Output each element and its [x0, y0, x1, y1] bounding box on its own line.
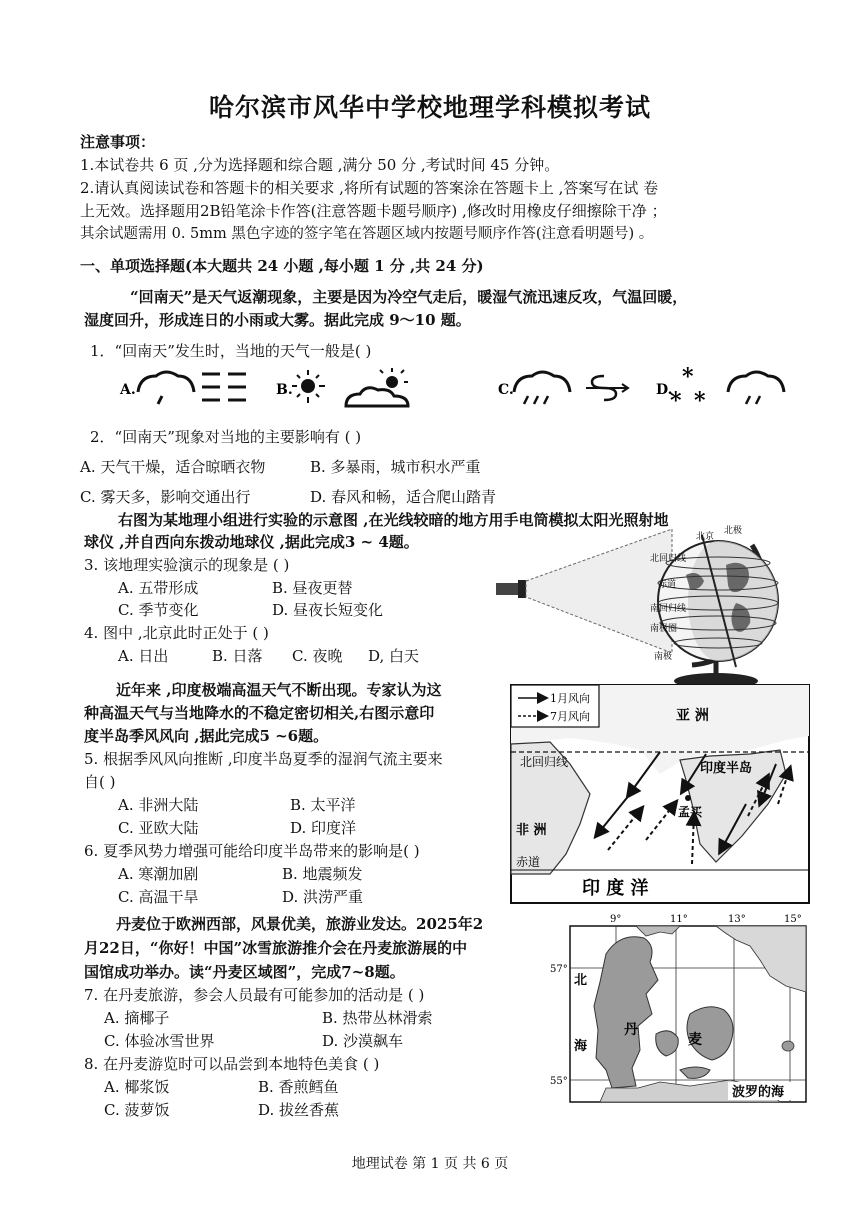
- option-d: D, 白天: [368, 647, 420, 665]
- option-c: C. 高温干旱: [118, 888, 199, 906]
- longitude-label: 11°: [670, 914, 688, 925]
- passage-text: 种高温天气与当地降水的不稳定密切相关,右图示意印: [84, 704, 435, 722]
- rain-icon: [728, 372, 784, 404]
- weather-symbols: [110, 362, 810, 412]
- question-stem: 自( ): [84, 773, 116, 791]
- fog-icon: [202, 374, 246, 400]
- option-d: D. 昼夜长短变化: [272, 601, 384, 619]
- option-d: D. 印度洋: [290, 819, 357, 837]
- question-stem: 7. 在丹麦旅游，参会人员最有可能参加的活动是 ( ): [84, 986, 425, 1004]
- svg-text:*: *: [694, 388, 706, 412]
- option-a-label: A.: [120, 382, 136, 398]
- sun-icon: [292, 370, 325, 403]
- beijing-label: 北京: [696, 532, 715, 542]
- snow-icon: [670, 364, 706, 412]
- option-c: C. 夜晚: [292, 647, 343, 665]
- globe-diagram: [490, 525, 810, 693]
- option-b: B. 太平洋: [290, 796, 356, 814]
- longitude-label: 9°: [610, 914, 622, 925]
- question-stem: 2．“回南天”现象对当地的主要影响有 ( ): [90, 428, 362, 446]
- page-footer: 地理试卷 第 1 页 共 6 页: [351, 1156, 509, 1172]
- question-stem: 5. 根据季风风向推断 ,印度半岛夏季的湿润气流主要来: [84, 750, 443, 768]
- option-d-label: D.: [656, 382, 673, 398]
- latitude-label: 55°: [550, 1076, 568, 1087]
- option-a: A. 五带形成: [118, 579, 199, 597]
- question-stem: 4. 图中 ,北京此时正处于 ( ): [84, 624, 269, 642]
- passage-text: 球仪 ,并自西向东拨动地球仪 ,据此完成3 ~ 4题。: [84, 533, 419, 551]
- option-c: C. 体验冰雪世界: [104, 1032, 215, 1050]
- denmark-map: [540, 910, 812, 1110]
- page-title: 哈尔滨市风华中学校地理学科模拟考试: [208, 93, 651, 122]
- passage-text: 右图为某地理小组进行实验的示意图 ,在光线较暗的地方用手电筒模拟太阳光照射地: [118, 511, 669, 529]
- option-a: A. 寒潮加剧: [118, 865, 199, 883]
- tropic-south-label: 南回归线: [650, 604, 687, 614]
- rain-icon: [514, 372, 570, 404]
- north-sea-label: 北: [574, 973, 588, 988]
- svg-text:*: *: [682, 364, 694, 390]
- passage-text: 度半岛季风风向 ,据此完成5 ~6题。: [84, 727, 329, 745]
- passage-text: 丹麦位于欧洲西部，风景优美，旅游业发达。2025年2: [116, 915, 484, 933]
- country-label: 丹: [624, 1022, 638, 1038]
- north-sea-label: 海: [574, 1039, 588, 1054]
- notice-line: 上无效。选择题用2B铅笔涂卡作答(注意答题卡题号顺序) ,修改时用橡皮仔细擦除干净 ；: [80, 202, 667, 220]
- partly-cloudy-icon: [346, 368, 408, 406]
- option-a: A. 椰浆饭: [104, 1078, 170, 1096]
- peninsula-label: 印度半岛: [700, 761, 753, 776]
- option-a: A. 天气干燥，适合晾晒衣物: [80, 458, 266, 476]
- question-stem: 3. 该地理实验演示的现象是 ( ): [84, 556, 290, 574]
- light-rain-icon: [138, 372, 194, 404]
- notice-line: 其余试题需用 0. 5mm 黑色字迹的签字笔在答题区域内按题号顺序作答(注意看明题号) 。: [80, 226, 654, 242]
- legend-jul-label: 7月风向: [550, 710, 590, 723]
- option-b: B. 热带丛林滑索: [322, 1009, 433, 1027]
- option-b: B. 香煎鳕鱼: [258, 1078, 339, 1096]
- tropic-label: 北回归线: [520, 755, 569, 769]
- option-d: D. 春风和畅，适合爬山踏青: [310, 488, 497, 506]
- option-b: B. 日落: [212, 647, 263, 665]
- question-stem: 8. 在丹麦游览时可以品尝到本地特色美食 ( ): [84, 1055, 380, 1073]
- option-c: C. 菠萝饭: [104, 1101, 170, 1119]
- option-b: B. 多暴雨，城市积水严重: [310, 458, 481, 476]
- option-b: B. 地震频发: [282, 865, 363, 883]
- notice-line: 2.请认真阅读试卷和答题卡的相关要求 ,将所有试题的答案涂在答题卡上 ,答案写在试 卷: [80, 179, 659, 197]
- option-d: D. 沙漠飙车: [322, 1032, 404, 1050]
- north-pole-label: 北极: [724, 526, 743, 536]
- svg-text:*: *: [670, 388, 682, 412]
- flashlight-icon: [496, 580, 526, 598]
- equator-label: 赤道: [658, 580, 677, 590]
- antarctic-label: 南极圈: [650, 624, 678, 634]
- passage-text: 近年来 ,印度极端高温天气不断出现。专家认为这: [116, 681, 442, 699]
- option-b-label: B.: [276, 382, 293, 398]
- passage-text: 湿度回升，形成连日的小雨或大雾。据此完成 9～10 题。: [84, 311, 471, 329]
- option-c: C. 季节变化: [118, 601, 199, 619]
- passage-text: 国馆成功举办。读“丹麦区域图”，完成7~8题。: [84, 963, 405, 981]
- option-d: D. 洪涝严重: [282, 888, 364, 906]
- south-pole-label: 南极: [654, 652, 673, 662]
- latitude-label: 57°: [550, 964, 568, 975]
- notice-heading: 注意事项：: [80, 133, 156, 151]
- india-monsoon-map: [510, 684, 810, 904]
- question-stem: 6. 夏季风势力增强可能给印度半岛带来的影响是( ): [84, 842, 420, 860]
- baltic-sea-label: 波罗的海: [732, 1085, 785, 1100]
- option-a: A. 摘椰子: [104, 1009, 170, 1027]
- notice-line: 1.本试卷共 6 页 ,分为选择题和综合题 ,满分 50 分 ,考试时间 45 分钟。: [80, 156, 560, 174]
- option-c: C. 亚欧大陆: [118, 819, 199, 837]
- country-label: 麦: [688, 1032, 702, 1048]
- indian-ocean-label: 印 度 洋: [582, 878, 649, 899]
- question-stem: 1．“回南天”发生时，当地的天气一般是( ): [90, 342, 372, 360]
- section-heading: 一、单项选择题(本大题共 24 小题 ,每小题 1 分 ,共 24 分): [80, 257, 484, 275]
- option-a: A. 非洲大陆: [118, 796, 199, 814]
- option-b: B. 昼夜更替: [272, 579, 353, 597]
- mumbai-label: 孟买: [678, 805, 703, 819]
- passage-text: “回南天”是天气返潮现象，主要是因为冷空气走后，暖湿气流迅速反攻，气温回暖，: [130, 288, 688, 306]
- sandstorm-icon: [586, 376, 628, 400]
- legend-jan-label: 1月风向: [550, 692, 590, 705]
- option-c-label: C.: [498, 382, 514, 398]
- asia-label: 亚 洲: [676, 708, 709, 724]
- longitude-label: 13°: [728, 914, 746, 925]
- passage-text: 月22日，“你好！中国”冰雪旅游推介会在丹麦旅游展的中: [84, 939, 468, 957]
- africa-label: 非 洲: [516, 823, 547, 838]
- option-a: A. 日出: [118, 647, 169, 665]
- option-c: C. 雾天多，影响交通出行: [80, 488, 251, 506]
- arctic-label: 北回归线: [650, 554, 687, 564]
- option-d: D. 拔丝香蕉: [258, 1101, 340, 1119]
- equator-label: 赤道: [516, 855, 541, 869]
- longitude-label: 15°: [784, 914, 802, 925]
